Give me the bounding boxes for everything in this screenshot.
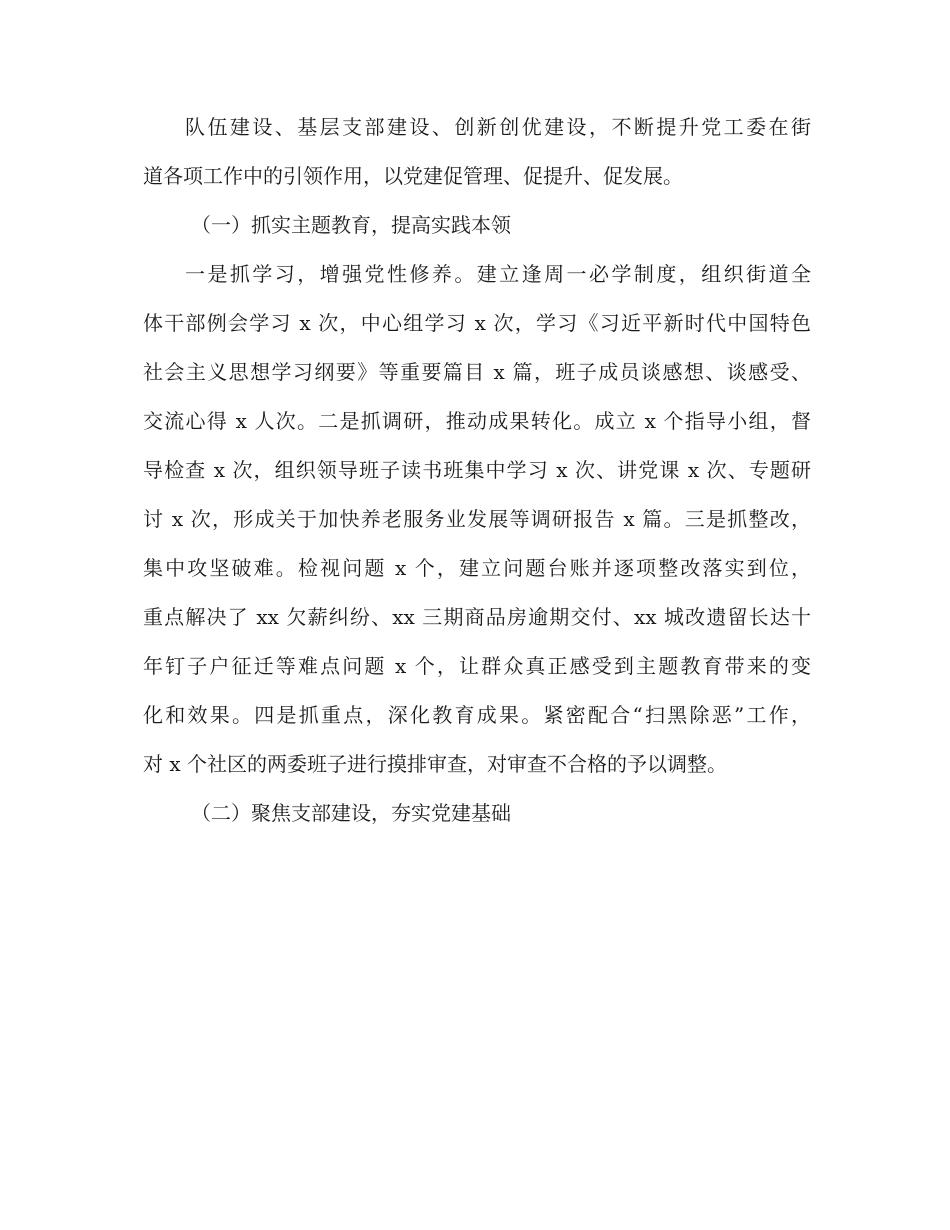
paragraph-line: 队伍建设、基层支部建设、创新创优建设，不断提升党工委在街 [185,115,811,139]
paragraph-line: 重点解决了 xx 欠薪纠纷、xx 三期商品房逾期交付、xx 城改遗留长达十 [143,605,811,629]
paragraph-line: 社会主义思想学习纲要》等重要篇目 x 篇，班子成员谈感想、谈感受、 [143,360,811,384]
section-heading: （一）抓实主题教育，提高实践本领 [191,213,511,237]
paragraph-line: 年钉子户征迁等难点问题 x 个，让群众真正感受到主题教育带来的变 [143,654,811,678]
paragraph-line: 导检查 x 次，组织领导班子读书班集中学习 x 次、讲党课 x 次、专题研 [143,458,811,482]
section-heading: （二）聚焦支部建设，夯实党建基础 [191,801,511,825]
paragraph-line: 化和效果。四是抓重点，深化教育成果。紧密配合“扫黑除恶”工作， [143,703,811,727]
paragraph-line: 对 x 个社区的两委班子进行摸排审查，对审查不合格的予以调整。 [143,752,727,776]
paragraph-line: 一是抓学习，增强党性修养。建立逢周一必学制度，组织街道全 [185,262,811,286]
paragraph-line: 交流心得 x 人次。二是抓调研，推动成果转化。成立 x 个指导小组，督 [143,409,811,433]
document-body [143,103,811,838]
paragraph-line: 集中攻坚破难。检视问题 x 个，建立问题台账并逐项整改落实到位， [143,556,811,580]
paragraph-line: 道各项工作中的引领作用，以党建促管理、促提升、促发展。 [143,164,683,188]
paragraph-line: 体干部例会学习 x 次，中心组学习 x 次，学习《习近平新时代中国特色 [143,311,811,335]
paragraph-line: 讨 x 次，形成关于加快养老服务业发展等调研报告 x 篇。三是抓整改， [143,507,811,531]
